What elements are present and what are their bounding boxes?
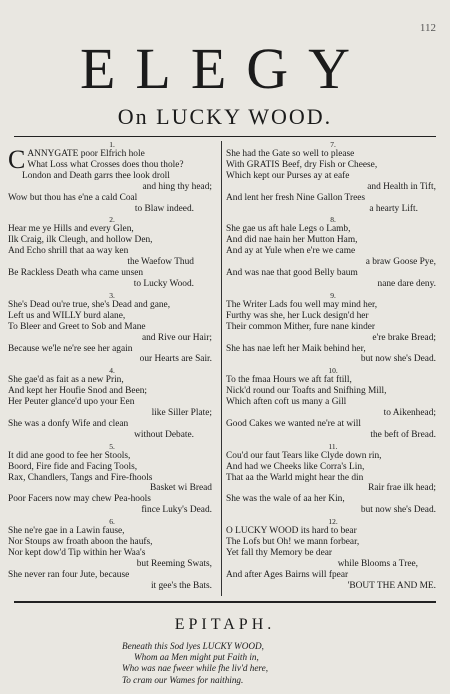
- right-column: [226, 141, 440, 594]
- verse-line: Furthy was she, her Luck design'd her: [226, 310, 369, 321]
- verse-line: nane dare deny.: [377, 278, 436, 289]
- epitaph-line: Beneath this Sod lyes LUCKY WOOD,: [122, 641, 264, 651]
- verse-line: a hearty Lift.: [369, 203, 418, 214]
- stanza: [8, 141, 216, 214]
- verse-line: Rax, Chandlers, Tangs and Fire-fhools: [8, 472, 153, 483]
- stanza-number: 10.: [328, 366, 338, 376]
- stanza: [8, 367, 216, 440]
- verse-line: to Aikenhead;: [383, 408, 436, 419]
- verse-line: our Hearts are Sair.: [139, 354, 212, 365]
- drop-cap: C: [8, 145, 26, 174]
- stanza: [8, 292, 216, 365]
- epitaph-line: Whom aa Men might put Faith in,: [134, 652, 259, 663]
- verse-line: She was a donfy Wife and clean: [8, 418, 129, 429]
- verse-line: And was nae that good Belly baum: [226, 268, 358, 279]
- verse-line: Nick'd round our Toafts and Snifhing Mill,: [226, 386, 387, 397]
- stanza-number: 7.: [330, 140, 336, 149]
- verse-line: e're brake Bread;: [372, 332, 436, 343]
- verse-line: She never ran four Jute, because: [8, 569, 130, 580]
- verse-line: She was the wale of aa her Kin,: [226, 494, 345, 505]
- top-rule: [14, 136, 436, 137]
- verse-line: Which aften coft us many a Gill: [226, 397, 347, 408]
- stanza-number: 2.: [109, 215, 115, 225]
- stanza: [226, 292, 440, 365]
- verse-line: Hear me ye Hills and every Glen,: [8, 224, 134, 235]
- stanza-number: 4.: [109, 366, 115, 376]
- verse-line: Ilk Craig, ilk Cleugh, and hollow Den,: [8, 235, 153, 246]
- left-column: [8, 141, 216, 594]
- verse-line: To Bleer and Greet to Sob and Mane: [8, 321, 146, 332]
- stanza-number: 8.: [330, 215, 336, 225]
- stanza: [8, 443, 216, 516]
- verse-line: Boord, Fire fide and Facing Tools,: [8, 461, 138, 472]
- verse-line: And did nae hain her Mutton Ham,: [226, 235, 358, 246]
- verse-line: to Lucky Wood.: [133, 278, 194, 289]
- stanza-number: 1.: [109, 140, 115, 149]
- verse-line: to Blaw indeed.: [134, 203, 194, 214]
- verse-line: Nor Stoups aw froath aboon the haufs,: [8, 537, 153, 548]
- stanza: [226, 443, 440, 516]
- verse-line: Their common Mither, fure nane kinder: [226, 321, 376, 332]
- stanza: [226, 518, 440, 591]
- verse-line: but now she's Dead.: [360, 505, 436, 516]
- verse-line: Rair frae ilk head;: [368, 483, 436, 494]
- stanza: [8, 518, 216, 591]
- verse-line: Wow but thou has e'ne a cald Coal: [8, 192, 138, 203]
- stanza-number: 6.: [109, 517, 115, 527]
- verse-line: Poor Facers now may chew Pea-hools: [8, 494, 151, 505]
- bottom-rule: [14, 601, 436, 603]
- verse-line: but Reeming Swats,: [136, 558, 212, 569]
- verse-line: a braw Goose Pye,: [365, 257, 436, 268]
- verse-line: What Loss what Crosses does thou thole?: [27, 159, 184, 170]
- verse-line: Nor kept dow'd Tip within her Waa's: [8, 548, 146, 558]
- verse-line: Which kept our Purses ay at eafe: [226, 170, 350, 181]
- verse-line: and hing thy head;: [142, 181, 212, 192]
- verse-line: CANNYGATE poor Elfrich hole: [8, 145, 145, 174]
- verse-line: 'BOUT THE AND ME.: [347, 580, 436, 591]
- verse-line: She's Dead ou're true, she's Dead and gane,: [8, 299, 171, 310]
- verse-line: She gae'd as fait as a new Prin,: [8, 375, 124, 386]
- verse-line: Basket wi Bread: [150, 483, 212, 494]
- verse-line: She had the Gate so well to please: [226, 149, 355, 159]
- stanza: [226, 367, 440, 440]
- epitaph-line: To cram our Wames for naithing.: [122, 674, 244, 685]
- verse-line: With GRATIS Beef, dry Fish or Cheese,: [226, 159, 378, 170]
- verse-line: it gee's the Bats.: [150, 580, 212, 591]
- verse-line: while Blooms a Tree,: [337, 558, 418, 569]
- verse-line: Good Cakes we wanted ne're at will: [226, 418, 361, 429]
- verse-line: She gae us aft hale Legs o Lamb,: [226, 224, 351, 235]
- verse-line: And Echo shrill that aa way ken: [8, 246, 129, 257]
- verse-line: And ay at Yule when e're we came: [226, 246, 356, 257]
- verse-line: Cou'd our faut Tears like Clyde down rin,: [226, 450, 382, 461]
- verse-line: To the fmaa Hours we aft fat ftill,: [226, 375, 352, 386]
- stanza-number: 5.: [109, 441, 115, 451]
- verse-line: Be Rackless Death wha came unsen: [8, 268, 144, 279]
- verse-line: the beft of Bread.: [370, 429, 436, 440]
- verse-line: And lent her fresh Nine Gallon Trees: [226, 192, 366, 203]
- epitaph-line: Who was nae fweer while fhe liv'd here,: [122, 663, 269, 674]
- verse-line: And kept her Houfie Snod and Been;: [8, 386, 148, 397]
- verse-line: and Rive our Hair;: [141, 332, 212, 343]
- column-divider: [221, 141, 222, 596]
- verse-line: the Waefow Thud: [127, 257, 194, 268]
- stanza: [8, 216, 216, 289]
- verse-line: O LUCKY WOOD its hard to bear: [226, 526, 357, 537]
- verse-line: fince Luky's Dead.: [141, 505, 212, 516]
- verse-line: And after Ages Bairns will fpear: [226, 569, 349, 580]
- verse-line: She ne're gae in a Lawin fause,: [8, 526, 125, 537]
- verse-line: Yet fall thy Memory be dear: [226, 548, 333, 558]
- stanza-number: 3.: [109, 290, 115, 300]
- verse-line: She has nae left her Maik behind her,: [226, 343, 366, 354]
- epitaph-title: EPITAPH.: [174, 616, 276, 633]
- page-number: 112: [419, 22, 436, 34]
- verse-line: The Writer Lads fou well may mind her,: [226, 299, 378, 310]
- stanza: [226, 216, 440, 289]
- verse-line: Because we'le ne're see her again: [8, 343, 133, 354]
- page-title: ELEGY: [79, 36, 371, 101]
- verse-line: and Health in Tift,: [367, 181, 436, 192]
- verse-line: The Lofs but Oh! we mann forbear,: [226, 537, 360, 548]
- verse-line: without Debate.: [134, 429, 194, 440]
- verse-line: like Siller Plate;: [151, 408, 212, 419]
- stanza-number: 12.: [328, 517, 338, 527]
- page-subtitle: On LUCKY WOOD.: [117, 104, 333, 129]
- verse-line: Left us and WILLY burd alane,: [8, 310, 126, 321]
- verse-line: That aa the Warld might hear the din: [226, 472, 364, 483]
- stanza-number: 9.: [330, 290, 336, 300]
- verse-line: London and Death garrs thee look droll: [22, 170, 170, 181]
- epitaph-verse: [122, 641, 362, 686]
- verse-line: Her Peuter glance'd upo your Een: [8, 397, 135, 408]
- stanza: [226, 141, 440, 214]
- verse-line: It did ane good to fee her Stools,: [8, 450, 131, 461]
- verse-line: And had we Cheeks like Corra's Lin,: [226, 461, 365, 472]
- verse-line: but now she's Dead.: [360, 354, 436, 365]
- stanza-number: 11.: [328, 441, 338, 451]
